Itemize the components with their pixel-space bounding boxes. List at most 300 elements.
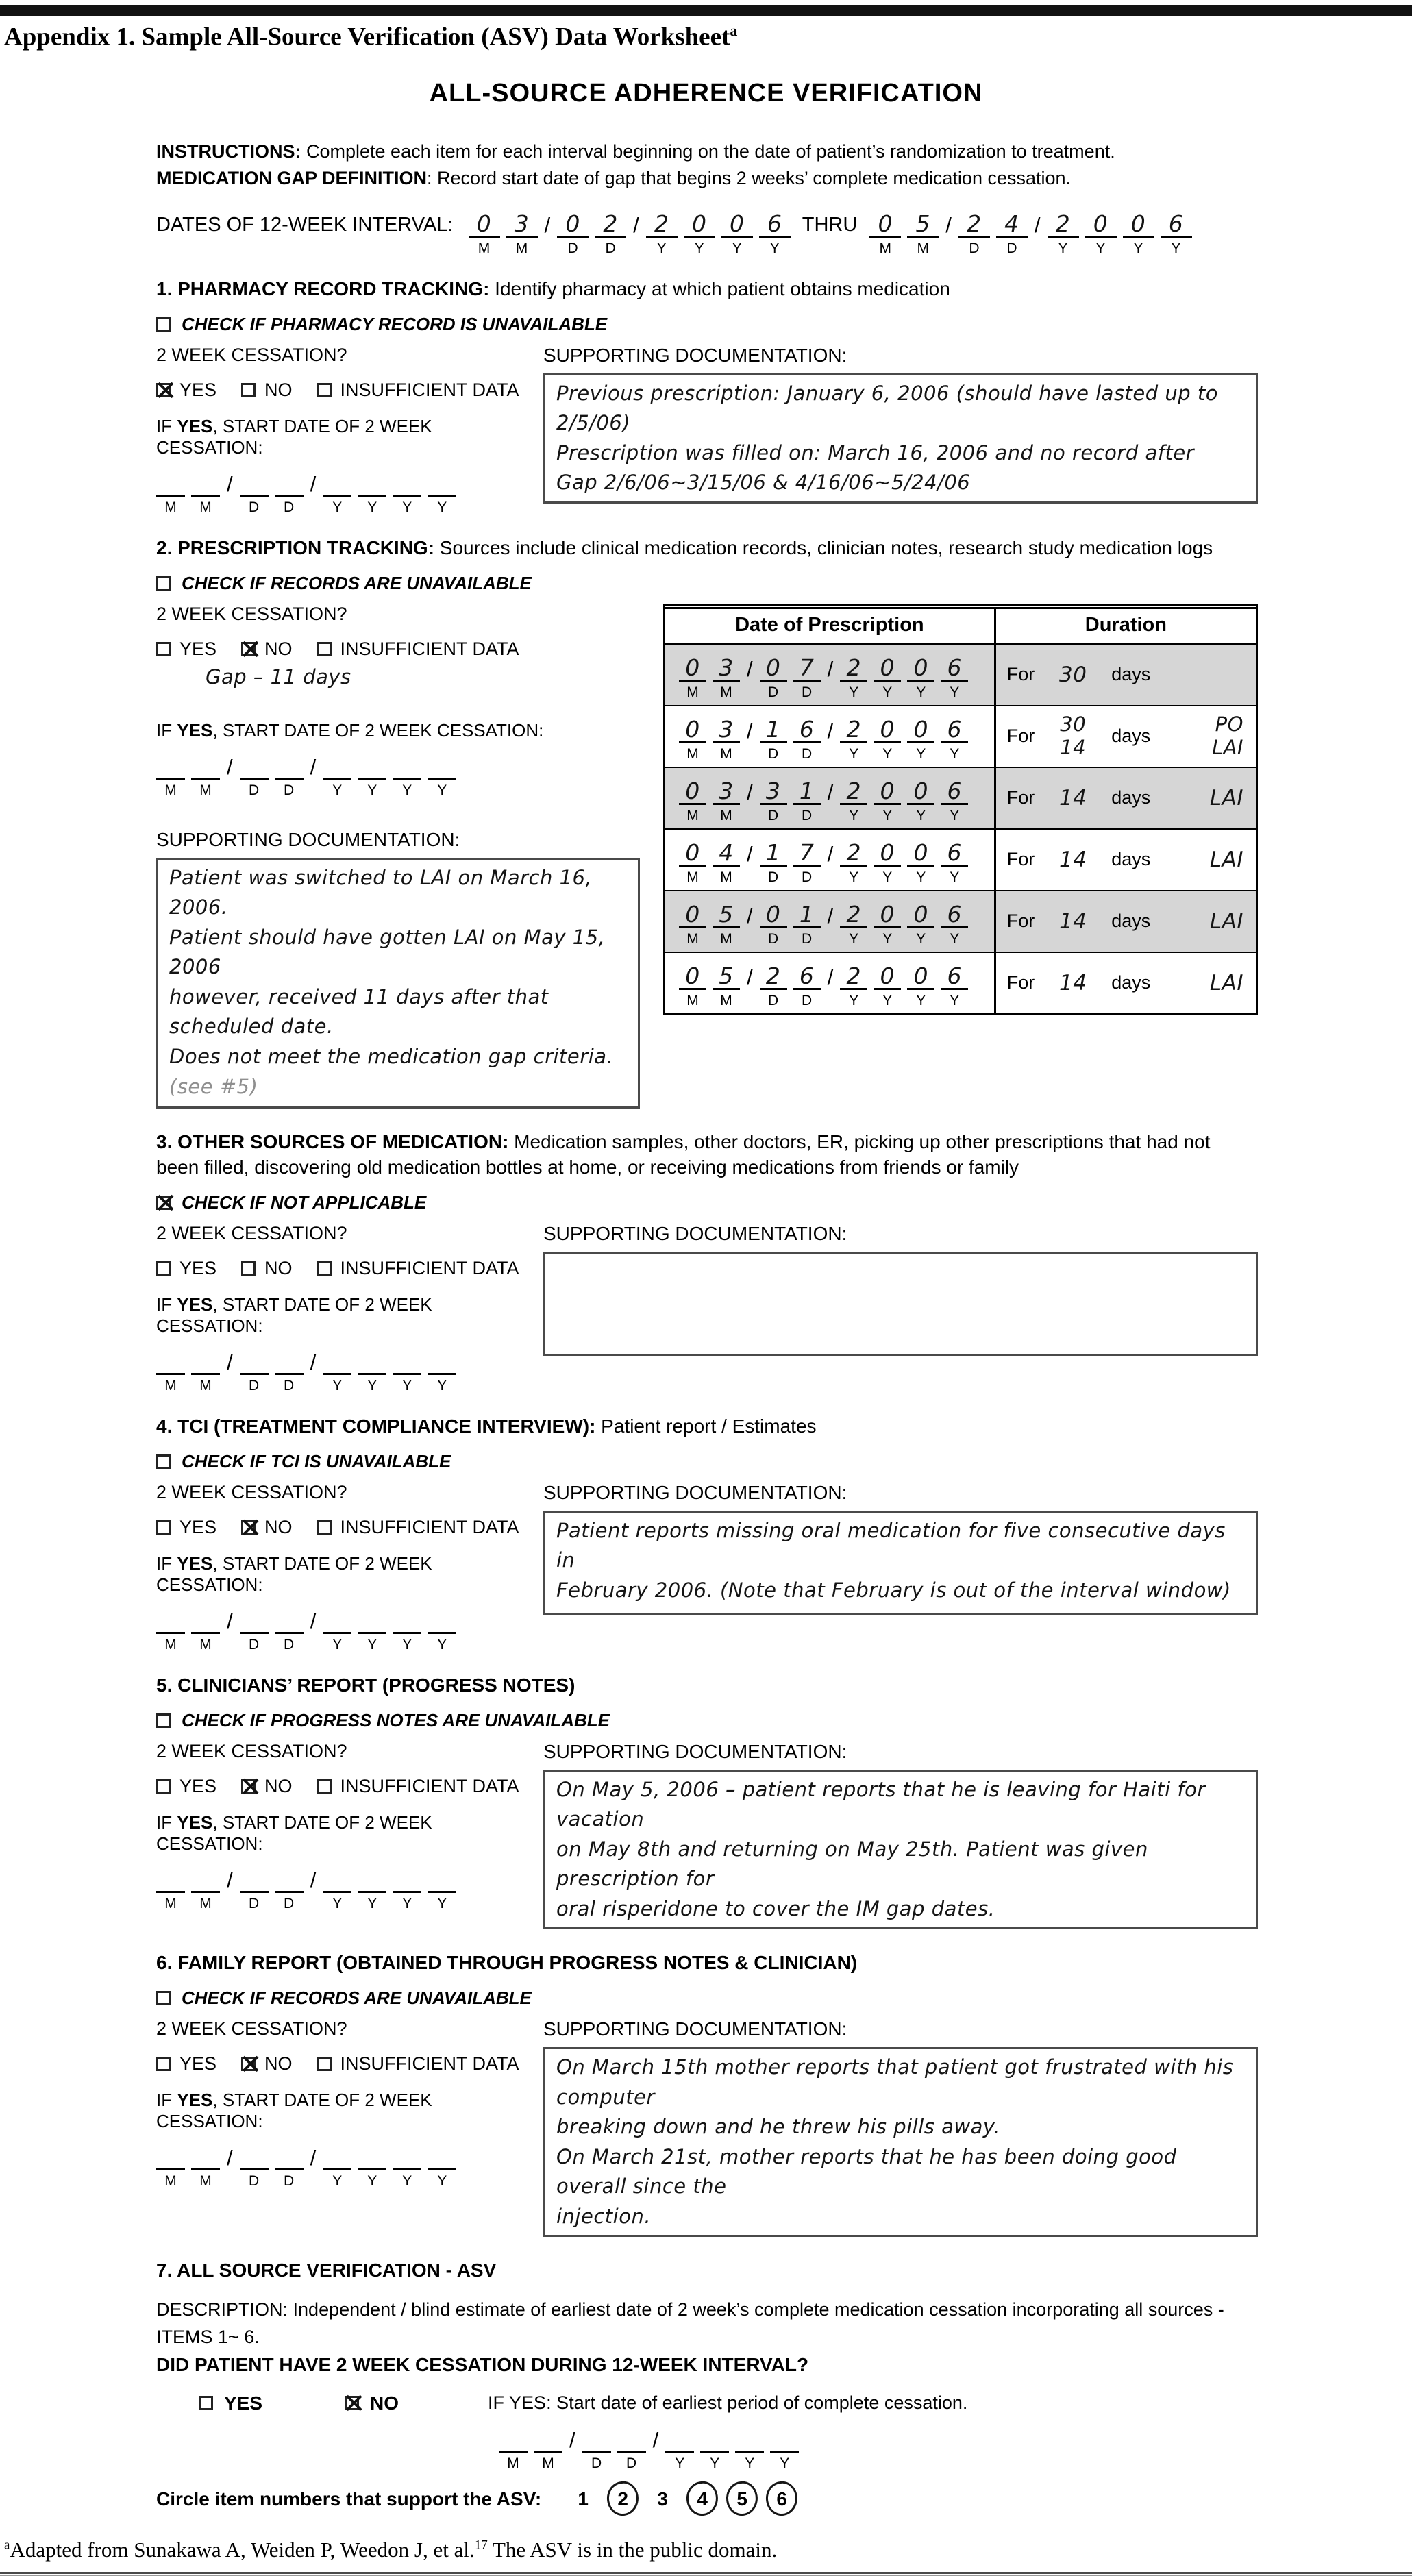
cessation-start-date[interactable]	[156, 1864, 462, 1911]
date-digit-slot: D	[275, 1864, 304, 1911]
duration-cell: For 14 days LAI	[1006, 908, 1243, 934]
no-label: NO	[370, 2392, 399, 2414]
date-separator: /	[227, 1609, 233, 1633]
date-digit-slot: 4 M	[713, 838, 740, 884]
not-applicable-checkbox[interactable]	[156, 1196, 171, 1210]
bottom-rule	[0, 2572, 1412, 2576]
column-header-duration: Duration	[1085, 613, 1167, 636]
family-records-unavailable-checkbox[interactable]	[156, 1991, 171, 2005]
date-digit-slot: Y	[393, 751, 421, 797]
insufficient-label: INSUFFICIENT DATA	[340, 638, 519, 659]
date-digit-slot: D	[275, 2142, 304, 2188]
date-digit-slot: M	[156, 1605, 185, 1652]
route-value: LAI	[1209, 847, 1243, 872]
date-digit-slot: 0 Y	[907, 838, 934, 884]
date-digit-slot: 2 Y	[840, 838, 867, 884]
checkbox-label: CHECK IF NOT APPLICABLE	[182, 1192, 427, 1213]
date-digit-slot: M	[191, 1864, 220, 1911]
progress-notes-unavailable-checkbox[interactable]	[156, 1713, 171, 1728]
cessation-options	[156, 380, 543, 401]
insufficient-label: INSUFFICIENT DATA	[340, 1516, 519, 1537]
asv-item-4[interactable]: 4	[682, 2488, 722, 2510]
date-digit-slot: Y	[428, 1605, 456, 1652]
date-digit-slot: Y	[428, 2142, 456, 2188]
asv-cessation-start-date[interactable]	[499, 2424, 805, 2470]
route-value-stacked: PO LAI	[1211, 713, 1243, 759]
no-checkbox[interactable]	[241, 1779, 256, 1794]
insufficient-label: INSUFFICIENT DATA	[340, 379, 519, 400]
date-digit-slot: Y	[428, 1346, 456, 1393]
date-digit-slot: 3 M	[713, 653, 740, 699]
date-digit-slot: Y	[358, 2142, 386, 2188]
prescription-date-cell	[665, 768, 996, 828]
cessation-start-date[interactable]	[156, 751, 462, 797]
date-digit-slot: Y	[393, 468, 421, 515]
date-digit-slot: 6 Y	[941, 961, 968, 1008]
date-digit-slot: Y	[323, 1605, 351, 1652]
yes-label: YES	[179, 379, 217, 400]
insufficient-label: INSUFFICIENT DATA	[340, 2053, 519, 2075]
date-digit-slot: Y	[323, 1864, 351, 1911]
handwritten-note: Patient was switched to LAI on March 16, 2006.	[169, 865, 593, 919]
date-digit-slot: 0 Y	[907, 961, 934, 1008]
gap-definition-line: MEDICATION GAP DEFINITION: Record start date of gap that begins 2 weeks’ complete medication cessation.	[156, 167, 1072, 188]
date-digit-slot: 0 Y	[907, 900, 934, 946]
date-digit-slot: 6 Y	[941, 653, 968, 699]
date-digit-slot: 0 Y	[1123, 209, 1154, 256]
date-digit-slot: 0 Y	[907, 653, 934, 699]
route-value: LAI	[1209, 785, 1243, 810]
cessation-question: 2 WEEK CESSATION?	[156, 344, 347, 365]
no-checkbox[interactable]	[241, 383, 256, 397]
date-digit-slot: 2 D	[958, 209, 990, 256]
date-digit-slot: 3 M	[713, 776, 740, 823]
instructions-block	[156, 138, 1246, 191]
section-3-other-sources	[156, 1129, 1258, 1394]
date-digit-slot: 2 D	[595, 209, 626, 256]
supporting-documentation-label: SUPPORTING DOCUMENTATION:	[543, 344, 847, 366]
date-digit-slot: D	[240, 1864, 269, 1911]
interval-start-date[interactable]	[469, 209, 797, 256]
cessation-question: 2 WEEK CESSATION?	[156, 1740, 347, 1761]
date-digit-slot: Y	[323, 1346, 351, 1393]
date-digit-slot: 0 Y	[684, 209, 715, 256]
records-unavailable-checkbox[interactable]	[156, 576, 171, 591]
handwritten-note: however, received 11 days after that scheduled date.	[169, 984, 549, 1039]
cessation-question: 2 WEEK CESSATION?	[156, 1481, 347, 1502]
prescription-table	[663, 604, 1258, 1015]
date-separator: /	[544, 212, 551, 237]
yes-checkbox[interactable]	[156, 2057, 171, 2071]
yes-label: YES	[179, 1258, 217, 1279]
cessation-start-date[interactable]	[156, 2142, 462, 2188]
if-yes-label: IF YES, START DATE OF 2 WEEK CESSATION:	[156, 719, 544, 741]
handwritten-note: Previous prescription: January 6, 2006 (should have lasted up to 2/5/06)	[556, 381, 1219, 435]
checkbox-label: CHECK IF RECORDS ARE UNAVAILABLE	[182, 572, 532, 593]
date-digit-slot: 2 Y	[646, 209, 678, 256]
interval-label: DATES OF 12-WEEK INTERVAL:	[156, 213, 454, 236]
duration-value: 14	[1058, 970, 1087, 995]
date-digit-slot: 6 Y	[1161, 209, 1192, 256]
prescription-date[interactable]	[679, 838, 974, 884]
handwritten-note: Prescription was filled on: March 16, 2006 and no record after	[556, 441, 1195, 465]
checkbox-label: CHECK IF RECORDS ARE UNAVAILABLE	[182, 1987, 532, 2009]
date-digit-slot: M	[191, 2142, 220, 2188]
date-digit-slot: Y	[700, 2424, 729, 2470]
date-separator: /	[827, 965, 834, 989]
date-digit-slot: 3 M	[713, 715, 740, 761]
prescription-date[interactable]	[679, 776, 974, 823]
date-digit-slot: 5 M	[713, 900, 740, 946]
route-value: LAI	[1209, 908, 1243, 934]
unavailable-check-line	[156, 1987, 1258, 2009]
date-separator: /	[747, 903, 753, 928]
prescription-date-cell	[665, 706, 996, 767]
date-digit-slot: Y	[358, 1346, 386, 1393]
date-digit-slot: 7 D	[793, 653, 821, 699]
thru-label: THRU	[802, 213, 858, 236]
date-separator: /	[747, 965, 753, 989]
date-digit-slot: M	[156, 751, 185, 797]
date-digit-slot: Y	[428, 1864, 456, 1911]
insufficient-data-checkbox[interactable]	[317, 642, 332, 656]
duration-value-stacked: 30 14	[1060, 713, 1087, 759]
section-5-clinicians-report	[156, 1672, 1258, 1929]
footnote-marker: a	[730, 22, 738, 39]
section-title: 5. CLINICIANS’ REPORT (PROGRESS NOTES)	[156, 1674, 575, 1696]
date-digit-slot: 7 D	[793, 838, 821, 884]
handwritten-note: Gap 2/6/06~3/15/06 & 4/16/06~5/24/06	[556, 471, 971, 495]
date-digit-slot: 0 M	[869, 209, 901, 256]
date-digit-slot: D	[275, 1605, 304, 1652]
date-digit-slot: D	[240, 468, 269, 515]
section-7-all-source-verification	[156, 2257, 1258, 2510]
asv-item-2[interactable]: 2	[603, 2488, 643, 2510]
date-digit-slot: M	[156, 1346, 185, 1393]
date-digit-slot: M	[156, 2142, 185, 2188]
date-separator: /	[310, 1868, 317, 1892]
supporting-documentation-label: SUPPORTING DOCUMENTATION:	[543, 1481, 847, 1503]
section-6-family-report	[156, 1950, 1258, 2237]
yes-checkbox[interactable]	[199, 2396, 213, 2410]
cessation-start-date[interactable]	[156, 1346, 462, 1393]
asv-item-5[interactable]: 5	[722, 2488, 762, 2510]
interval-dates-row	[156, 209, 1412, 256]
supporting-documentation-box[interactable]	[543, 1511, 1258, 1615]
date-separator: /	[633, 212, 639, 237]
no-checkbox[interactable]	[241, 1520, 256, 1535]
date-digit-slot: Y	[393, 1605, 421, 1652]
date-digit-slot: 1 D	[760, 715, 787, 761]
date-digit-slot: M	[191, 751, 220, 797]
date-digit-slot: Y	[770, 2424, 799, 2470]
supporting-documentation-box[interactable]	[156, 858, 640, 1109]
date-separator: /	[310, 2146, 317, 2170]
date-digit-slot: D	[582, 2424, 611, 2470]
circle-items-line	[156, 2488, 1258, 2510]
date-separator: /	[747, 780, 753, 804]
section-title: 7. ALL SOURCE VERIFICATION - ASV	[156, 2259, 497, 2281]
handwritten-gap-note: Gap – 11 days	[206, 665, 351, 689]
date-digit-slot: 1 D	[760, 838, 787, 884]
date-digit-slot: Y	[358, 1864, 386, 1911]
instructions-line: INSTRUCTIONS: Complete each item for each interval beginning on the date of patient’s randomization to treatment.	[156, 141, 1115, 162]
date-digit-slot: D	[240, 751, 269, 797]
date-digit-slot: 0 Y	[874, 776, 901, 823]
date-digit-slot: Y	[428, 468, 456, 515]
date-digit-slot: Y	[323, 468, 351, 515]
date-separator: /	[227, 1868, 233, 1892]
no-checkbox[interactable]	[345, 2396, 359, 2410]
supporting-documentation-label: SUPPORTING DOCUMENTATION:	[156, 828, 460, 850]
prescription-date[interactable]	[679, 653, 974, 699]
date-digit-slot: M	[534, 2424, 562, 2470]
cessation-question: 2 WEEK CESSATION?	[156, 1223, 347, 1244]
date-digit-slot: Y	[358, 751, 386, 797]
no-label: NO	[264, 2053, 293, 2075]
no-checkbox[interactable]	[241, 642, 256, 656]
prescription-date[interactable]	[679, 715, 974, 761]
date-digit-slot: D	[240, 1605, 269, 1652]
unavailable-check-line	[156, 1451, 1258, 1472]
table-row	[665, 953, 1256, 1013]
handwritten-note: on May 8th and returning on May 25th. Patient was given prescription for	[556, 1837, 1148, 1891]
handwritten-note: Does not meet the medication gap criteria. (see #5)	[169, 1044, 614, 1099]
no-label: NO	[264, 638, 293, 659]
date-digit-slot: 4 D	[996, 209, 1028, 256]
duration-cell: For 14 days LAI	[1006, 847, 1243, 872]
date-digit-slot: 3 M	[506, 209, 538, 256]
unavailable-check-line	[156, 314, 1258, 335]
section-1-pharmacy-record-tracking	[156, 276, 1258, 515]
not-applicable-check-line	[156, 1192, 1258, 1213]
prescription-date-cell	[665, 891, 996, 952]
checkbox-label: CHECK IF PROGRESS NOTES ARE UNAVAILABLE	[182, 1709, 610, 1731]
appendix-heading: Appendix 1. Sample All-Source Verification (ASV) Data Worksheet$^a$	[4, 22, 738, 51]
date-separator: /	[310, 1350, 317, 1375]
duration-cell: For 14 days LAI	[1006, 785, 1243, 810]
supporting-documentation-box[interactable]	[543, 2047, 1258, 2237]
pharmacy-record-unavailable-checkbox[interactable]	[156, 317, 171, 332]
top-rule	[0, 5, 1412, 16]
duration-cell: For 30 days	[1006, 662, 1151, 687]
date-digit-slot: 0 Y	[907, 715, 934, 761]
table-header-row	[665, 609, 1256, 645]
if-yes-label: IF YES, START DATE OF 2 WEEK CESSATION:	[156, 1294, 432, 1337]
asv-description: DESCRIPTION: Independent / blind estimate of earliest date of 2 week’s complete medication cessation incorporating all sources - ITEMS 1~ 6.	[156, 2299, 1224, 2348]
yes-checkbox[interactable]	[156, 1520, 171, 1535]
no-label: NO	[264, 379, 293, 400]
date-digit-slot: 0 M	[679, 653, 706, 699]
prescription-date-cell	[665, 645, 996, 705]
date-digit-slot: 0 M	[679, 961, 706, 1008]
no-checkbox[interactable]	[241, 1261, 256, 1276]
date-digit-slot: 2 Y	[840, 961, 867, 1008]
duration-value: 14	[1058, 847, 1087, 872]
handwritten-note: February 2006. (Note that February is out of the interval window)	[556, 1578, 1231, 1602]
yes-checkbox[interactable]	[156, 1779, 171, 1794]
date-digit-slot: D	[275, 751, 304, 797]
date-separator: /	[227, 1350, 233, 1375]
asv-item-3[interactable]: 3	[657, 2488, 668, 2510]
date-digit-slot: Y	[323, 751, 351, 797]
date-separator: /	[310, 1609, 317, 1633]
date-digit-slot: Y	[358, 468, 386, 515]
cessation-options	[156, 639, 663, 660]
insufficient-label: INSUFFICIENT DATA	[340, 1258, 519, 1279]
date-digit-slot: Y	[393, 2142, 421, 2188]
date-digit-slot: Y	[428, 751, 456, 797]
cessation-start-date[interactable]	[156, 1605, 462, 1652]
handwritten-note: On March 15th mother reports that patient got frustrated with his computer	[556, 2055, 1234, 2109]
date-digit-slot: 1 D	[793, 900, 821, 946]
prescription-date[interactable]	[679, 961, 974, 1008]
date-digit-slot: 0 Y	[874, 838, 901, 884]
no-label: NO	[264, 1516, 293, 1537]
cessation-question: 2 WEEK CESSATION?	[156, 603, 347, 624]
date-digit-slot: 2 D	[760, 961, 787, 1008]
date-digit-slot: 0 M	[469, 209, 500, 256]
supporting-documentation-label: SUPPORTING DOCUMENTATION:	[543, 1740, 847, 1762]
insufficient-data-checkbox[interactable]	[317, 383, 332, 397]
date-separator: /	[747, 841, 753, 866]
duration-cell: For 14 days LAI	[1006, 970, 1243, 995]
yes-checkbox[interactable]	[156, 642, 171, 656]
prescription-date-cell	[665, 830, 996, 890]
asv-item-1[interactable]: 1	[578, 2488, 589, 2510]
date-separator: /	[827, 903, 834, 928]
date-digit-slot: 2 Y	[1048, 209, 1079, 256]
date-digit-slot: 6 D	[793, 961, 821, 1008]
date-digit-slot: Y	[393, 1346, 421, 1393]
section-4-tci	[156, 1413, 1258, 1652]
date-separator: /	[827, 841, 834, 866]
date-digit-slot: 6 Y	[941, 715, 968, 761]
date-separator: /	[827, 780, 834, 804]
date-digit-slot: 2 Y	[840, 776, 867, 823]
date-digit-slot: Y	[358, 1605, 386, 1652]
cessation-question: 2 WEEK CESSATION?	[156, 2018, 347, 2040]
prescription-date-cell	[665, 953, 996, 1013]
cessation-options	[156, 1258, 543, 1279]
date-digit-slot: 2 Y	[840, 900, 867, 946]
date-digit-slot: 0 Y	[874, 961, 901, 1008]
cessation-options	[156, 2053, 543, 2075]
insufficient-data-checkbox[interactable]	[317, 2057, 332, 2071]
handwritten-note: oral risperidone to cover the IM gap dates.	[556, 1896, 995, 1920]
date-digit-slot: 2 Y	[840, 715, 867, 761]
table-row	[665, 830, 1256, 891]
date-separator: /	[827, 718, 834, 743]
date-digit-slot: 6 Y	[941, 900, 968, 946]
date-digit-slot: 0 Y	[874, 715, 901, 761]
yes-label: YES	[179, 1516, 217, 1537]
date-separator: /	[652, 2427, 659, 2452]
date-separator: /	[827, 656, 834, 681]
supporting-documentation-box[interactable]	[543, 373, 1258, 504]
no-label: NO	[264, 1258, 293, 1279]
date-digit-slot: 0 D	[760, 900, 787, 946]
date-separator: /	[227, 2146, 233, 2170]
supporting-documentation-box[interactable]	[543, 1770, 1258, 1930]
date-digit-slot: 0 D	[760, 653, 787, 699]
if-yes-label: IF YES, START DATE OF 2 WEEK CESSATION:	[156, 1811, 432, 1854]
date-digit-slot: 0 M	[679, 776, 706, 823]
section-2-prescription-tracking	[156, 535, 1258, 1109]
insufficient-data-checkbox[interactable]	[317, 1261, 332, 1276]
asv-question: DID PATIENT HAVE 2 WEEK CESSATION DURING 12-WEEK INTERVAL?	[156, 2353, 809, 2375]
tci-unavailable-checkbox[interactable]	[156, 1454, 171, 1469]
date-separator: /	[310, 471, 317, 496]
cessation-start-date[interactable]	[156, 468, 462, 515]
handwritten-note: Patient should have gotten LAI on May 15, 2006	[169, 925, 606, 979]
duration-cell: For 30 14 days PO LAI	[1006, 713, 1243, 759]
see-reference-note: (see #5)	[169, 1075, 258, 1099]
date-separator: /	[1034, 212, 1041, 237]
date-digit-slot: 0 M	[679, 900, 706, 946]
insufficient-data-checkbox[interactable]	[317, 1779, 332, 1794]
date-digit-slot: D	[275, 468, 304, 515]
date-digit-slot: 6 Y	[759, 209, 791, 256]
if-yes-label: IF YES, START DATE OF 2 WEEK CESSATION:	[156, 415, 432, 458]
handwritten-note: Patient reports missing oral medication for five consecutive days in	[556, 1518, 1226, 1572]
form-title: ALL-SOURCE ADHERENCE VERIFICATION	[429, 79, 983, 108]
asv-options	[199, 2392, 1258, 2414]
supporting-documentation-box[interactable]	[543, 1252, 1258, 1356]
date-digit-slot: 0 D	[557, 209, 589, 256]
interval-end-date[interactable]	[869, 209, 1198, 256]
section-title: 2. PRESCRIPTION TRACKING: Sources include clinical medication records, clinician notes, research study medication logs	[156, 536, 1213, 558]
yes-checkbox[interactable]	[156, 1261, 171, 1276]
date-digit-slot: 0 Y	[721, 209, 753, 256]
section-title: 6. FAMILY REPORT (OBTAINED THROUGH PROGRESS NOTES & CLINICIAN)	[156, 1952, 858, 1974]
date-digit-slot: M	[191, 1346, 220, 1393]
yes-checkbox[interactable]	[156, 383, 171, 397]
date-digit-slot: M	[499, 2424, 528, 2470]
no-checkbox[interactable]	[241, 2057, 256, 2071]
date-digit-slot: 0 Y	[874, 653, 901, 699]
date-separator: /	[227, 471, 233, 496]
date-digit-slot: D	[617, 2424, 646, 2470]
supporting-documentation-label: SUPPORTING DOCUMENTATION:	[543, 1223, 847, 1245]
date-digit-slot: M	[156, 468, 185, 515]
unavailable-check-line	[156, 573, 1258, 594]
footnote: $^a$Adapted from Sunakawa A, Weiden P, Weedon J, et al.$^{17}$ The ASV is in the public domain.	[4, 2537, 778, 2562]
date-digit-slot: Y	[323, 2142, 351, 2188]
section-title: 3. OTHER SOURCES OF MEDICATION: Medication samples, other doctors, ER, picking up other prescriptions that had not been filled, discovering old medication bottles at home, or receiving medications from friends or family	[156, 1130, 1211, 1178]
table-row	[665, 768, 1256, 830]
circle-items-label: Circle item numbers that support the ASV:	[156, 2488, 542, 2510]
section-title: 1. PHARMACY RECORD TRACKING: Identify pharmacy at which patient obtains medication	[156, 277, 950, 299]
asv-item-numbers	[563, 2488, 802, 2510]
date-digit-slot: 6 Y	[941, 838, 968, 884]
date-digit-slot: Y	[393, 1864, 421, 1911]
insufficient-data-checkbox[interactable]	[317, 1520, 332, 1535]
yes-label: YES	[179, 1775, 217, 1796]
insufficient-label: INSUFFICIENT DATA	[340, 1775, 519, 1796]
checkbox-label: CHECK IF PHARMACY RECORD IS UNAVAILABLE	[182, 313, 608, 334]
date-digit-slot: D	[240, 2142, 269, 2188]
date-digit-slot: M	[191, 1605, 220, 1652]
prescription-date[interactable]	[679, 900, 974, 946]
asv-item-6[interactable]: 6	[762, 2488, 802, 2510]
date-separator: /	[310, 754, 317, 779]
date-digit-slot: 6 Y	[941, 776, 968, 823]
date-digit-slot: 0 Y	[1085, 209, 1117, 256]
date-separator: /	[747, 656, 753, 681]
duration-value: 30	[1058, 662, 1087, 687]
date-digit-slot: M	[156, 1864, 185, 1911]
